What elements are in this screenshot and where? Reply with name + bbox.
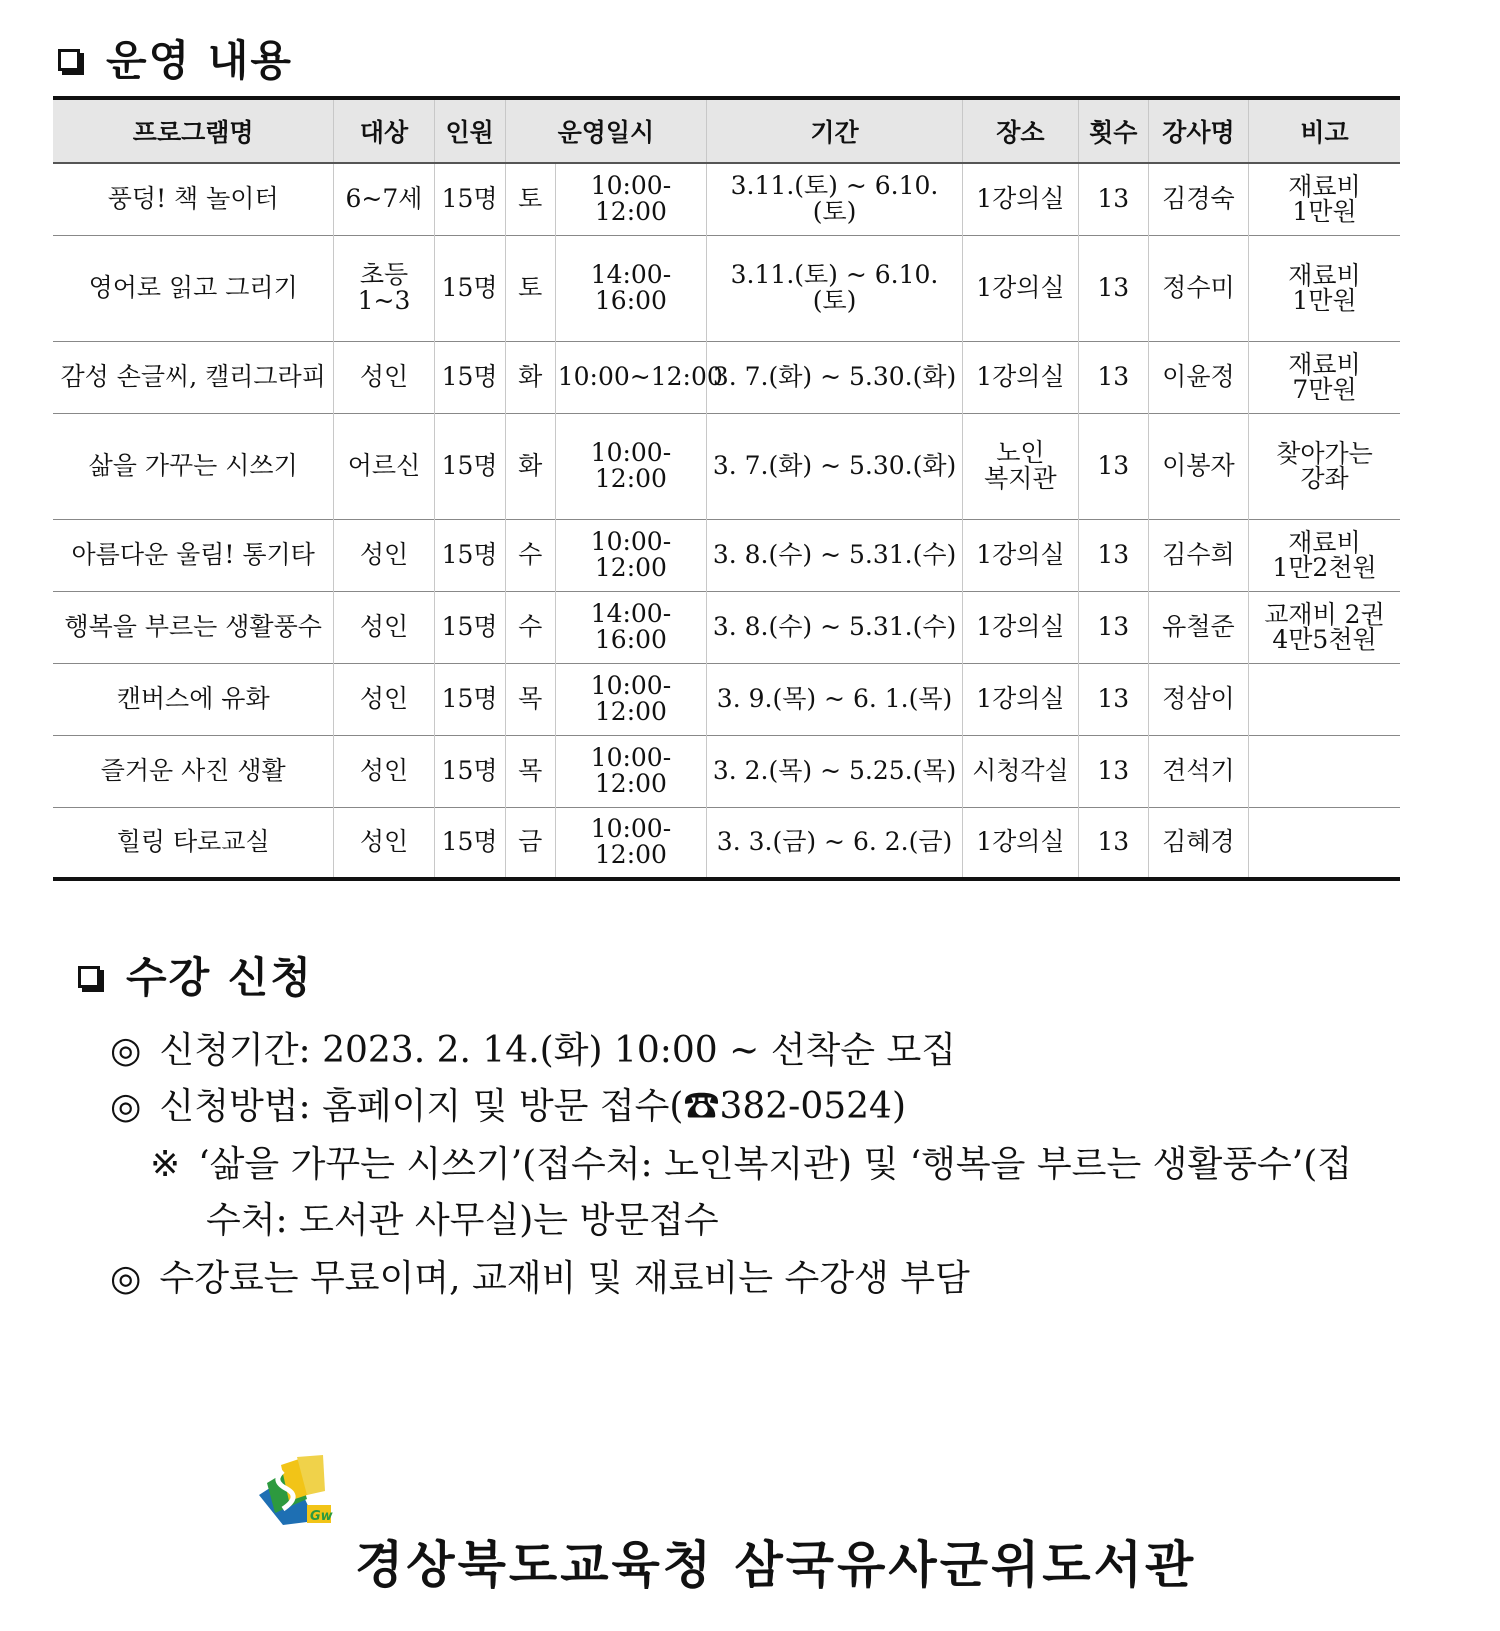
bullet-mark: ◎ [110,1086,142,1127]
cell-note: 재료비 1만원 [1249,163,1400,235]
cell-time: 10:00-12:00 [555,519,706,591]
cell-period: 3.11.(토) ~ 6.10.(토) [707,163,963,235]
table-row [53,519,1400,591]
bullet-mark: ◎ [110,1030,142,1071]
cell-period: 3.11.(토) ~ 6.10.(토) [707,235,963,341]
cell-people: 15명 [434,663,505,735]
cell-place: 시청각실 [962,735,1078,807]
apply-fee-line [110,1250,970,1301]
library-logo [253,1455,335,1534]
cell-place: 1강의실 [962,519,1078,591]
cell-note: 찾아가는 강좌 [1249,413,1400,519]
header-note: 비고 [1249,98,1400,163]
table-row [53,735,1400,807]
cell-place: 1강의실 [962,235,1078,341]
logo-text: Gw [310,1509,333,1524]
apply-fee-text: 수강료는 무료이며, 교재비 및 재료비는 수강생 부담 [159,1258,970,1299]
cell-count: 13 [1078,663,1148,735]
cell-program: 감성 손글씨, 캘리그라피 [53,341,334,413]
cell-note: 교재비 2권 4만5천원 [1249,591,1400,663]
section-title-text: 수강 신청 [126,953,313,1002]
apply-method-text: 신청방법: 홈페이지 및 방문 접수(☎382-0524) [159,1086,906,1127]
cell-time: 14:00-16:00 [555,235,706,341]
cell-place: 1강의실 [962,163,1078,235]
cell-people: 15명 [434,519,505,591]
cell-instructor: 견석기 [1148,735,1248,807]
cell-target: 성인 [334,519,434,591]
program-schedule-table [53,96,1400,881]
cell-target: 6~7세 [334,163,434,235]
cell-instructor: 유철준 [1148,591,1248,663]
cell-day: 수 [505,591,555,663]
checkbox-square-icon [78,966,100,988]
cell-program: 풍덩! 책 놀이터 [53,163,334,235]
apply-period-text: 신청기간: 2023. 2. 14.(화) 10:00 ~ 선착순 모집 [159,1030,957,1071]
cell-note [1249,735,1400,807]
table-row [53,663,1400,735]
cell-day: 목 [505,735,555,807]
cell-program: 삶을 가꾸는 시쓰기 [53,413,334,519]
section-title-application [78,945,313,1005]
cell-instructor: 김혜경 [1148,807,1248,879]
header-place: 장소 [962,98,1078,163]
cell-instructor: 김경숙 [1148,163,1248,235]
cell-program: 즐거운 사진 생활 [53,735,334,807]
cell-period: 3. 9.(목) ~ 6. 1.(목) [707,663,963,735]
table-row [53,807,1400,879]
cell-day: 목 [505,663,555,735]
cell-place: 1강의실 [962,591,1078,663]
cell-day: 수 [505,519,555,591]
cell-instructor: 이봉자 [1148,413,1248,519]
cell-program: 아름다운 울림! 통기타 [53,519,334,591]
cell-period: 3. 7.(화) ~ 5.30.(화) [707,413,963,519]
cell-place: 노인 복지관 [962,413,1078,519]
cell-note: 재료비 1만원 [1249,235,1400,341]
cell-instructor: 이윤정 [1148,341,1248,413]
cell-day: 토 [505,235,555,341]
cell-time: 10:00-12:00 [555,807,706,879]
cell-period: 3. 8.(수) ~ 5.31.(수) [707,591,963,663]
apply-note-continued [206,1192,719,1243]
header-instructor: 강사명 [1148,98,1248,163]
cell-day: 화 [505,413,555,519]
cell-target: 성인 [334,735,434,807]
table-header-row [53,98,1400,163]
cell-count: 13 [1078,807,1148,879]
table-row [53,235,1400,341]
table-row [53,341,1400,413]
apply-note-text: ‘삶을 가꾸는 시쓰기’(접수처: 노인복지관) 및 ‘행복을 부르는 생활풍수’(접 [198,1144,1353,1185]
apply-note-line [150,1136,1352,1187]
cell-note [1249,807,1400,879]
cell-instructor: 정삼이 [1148,663,1248,735]
apply-method-line [110,1078,906,1129]
section-title-text: 운영 내용 [106,36,293,85]
cell-people: 15명 [434,735,505,807]
cell-target: 성인 [334,341,434,413]
header-program: 프로그램명 [53,98,334,163]
cell-target: 성인 [334,591,434,663]
cell-people: 15명 [434,413,505,519]
cell-target: 초등 1~3 [334,235,434,341]
cell-place: 1강의실 [962,663,1078,735]
cell-count: 13 [1078,341,1148,413]
cell-count: 13 [1078,413,1148,519]
table-row [53,591,1400,663]
cell-target: 어르신 [334,413,434,519]
cell-time: 10:00-12:00 [555,735,706,807]
cell-day: 토 [505,163,555,235]
cell-period: 3. 3.(금) ~ 6. 2.(금) [707,807,963,879]
cell-note: 재료비 7만원 [1249,341,1400,413]
cell-place: 1강의실 [962,341,1078,413]
cell-people: 15명 [434,163,505,235]
cell-time: 10:00~12:00 [555,341,706,413]
header-schedule: 운영일시 [505,98,707,163]
cell-note: 재료비 1만2천원 [1249,519,1400,591]
cell-instructor: 정수미 [1148,235,1248,341]
cell-count: 13 [1078,591,1148,663]
cell-target: 성인 [334,663,434,735]
cell-people: 15명 [434,235,505,341]
cell-period: 3. 2.(목) ~ 5.25.(목) [707,735,963,807]
checkbox-square-icon [58,49,80,71]
cell-count: 13 [1078,235,1148,341]
cell-target: 성인 [334,807,434,879]
cell-people: 15명 [434,591,505,663]
note-mark: ※ [150,1144,181,1185]
cell-day: 화 [505,341,555,413]
cell-instructor: 김수희 [1148,519,1248,591]
header-period: 기간 [707,98,963,163]
table-row [53,163,1400,235]
apply-note-text-2: 수처: 도서관 사무실)는 방문접수 [206,1200,719,1241]
header-count: 횟수 [1078,98,1148,163]
cell-period: 3. 8.(수) ~ 5.31.(수) [707,519,963,591]
cell-time: 10:00-12:00 [555,663,706,735]
library-logo-icon [253,1455,335,1530]
cell-program: 캔버스에 유화 [53,663,334,735]
header-people: 인원 [434,98,505,163]
cell-time: 10:00-12:00 [555,413,706,519]
cell-count: 13 [1078,735,1148,807]
cell-note [1249,663,1400,735]
cell-place: 1강의실 [962,807,1078,879]
apply-period-line [110,1022,956,1073]
cell-program: 힐링 타로교실 [53,807,334,879]
cell-day: 금 [505,807,555,879]
table-row [53,413,1400,519]
cell-time: 10:00-12:00 [555,163,706,235]
cell-count: 13 [1078,163,1148,235]
section-title-operation [58,28,293,88]
cell-program: 행복을 부르는 생활풍수 [53,591,334,663]
bullet-mark: ◎ [110,1258,142,1299]
organization-name: 경상북도교육청 삼국유사군위도서관 [355,1536,1197,1594]
cell-program: 영어로 읽고 그리기 [53,235,334,341]
header-target: 대상 [334,98,434,163]
cell-time: 14:00-16:00 [555,591,706,663]
cell-period: 3. 7.(화) ~ 5.30.(화) [707,341,963,413]
cell-people: 15명 [434,341,505,413]
cell-count: 13 [1078,519,1148,591]
cell-people: 15명 [434,807,505,879]
